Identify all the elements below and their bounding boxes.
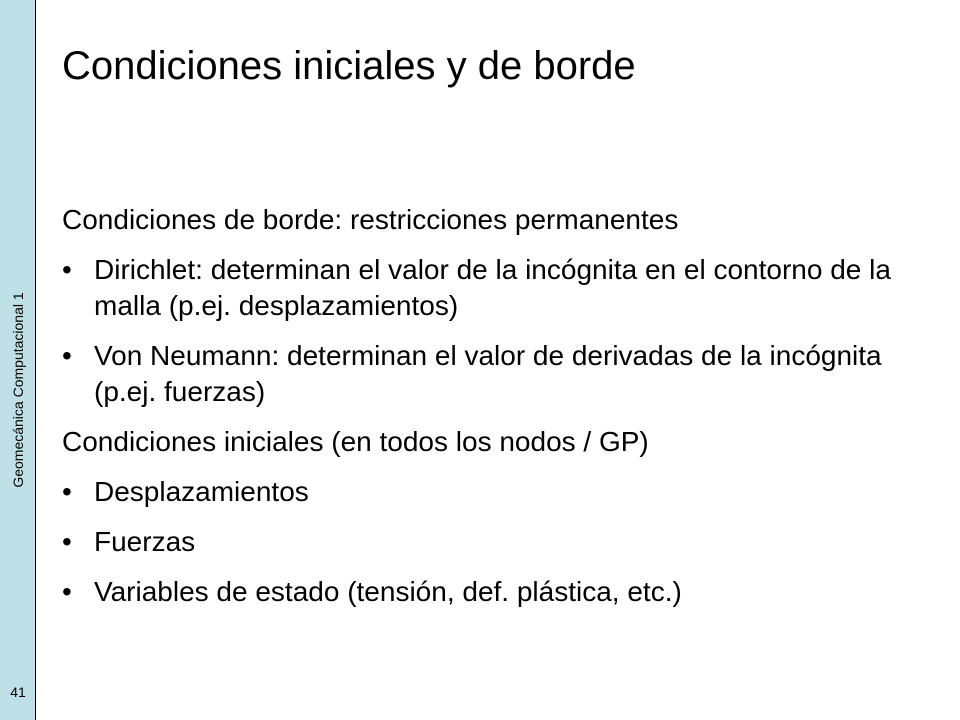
bullet-mark: • bbox=[62, 340, 72, 371]
bullet-mark: • bbox=[62, 476, 72, 507]
bullet-fuerzas bbox=[62, 524, 932, 560]
section-heading-initial: Condiciones iniciales (en todos los nodos / GP) bbox=[62, 426, 649, 457]
bullet-mark: • bbox=[62, 576, 72, 607]
course-label: Geomecánica Computacional 1 bbox=[10, 292, 26, 488]
bullet-text: Von Neumann: determinan el valor de derivadas de la incógnita (p.ej. fuerzas) bbox=[94, 340, 882, 407]
slide-title: Condiciones iniciales y de borde bbox=[62, 44, 636, 88]
bullet-text: Dirichlet: determinan el valor de la incógnita en el contorno de la malla (p.ej. desplazamientos) bbox=[94, 254, 891, 321]
bullet-text: Variables de estado (tensión, def. plástica, etc.) bbox=[94, 576, 682, 607]
bullet-desplazamientos bbox=[62, 474, 932, 510]
slide-body bbox=[62, 202, 932, 624]
bullet-mark: • bbox=[62, 526, 72, 557]
section-heading-boundary: Condiciones de borde: restricciones permanentes bbox=[62, 204, 679, 235]
bullet-variables-de-estado bbox=[62, 574, 932, 610]
page-number: 41 bbox=[10, 684, 26, 700]
bullet-dirichlet bbox=[62, 252, 932, 324]
bullet-von-neumann bbox=[62, 338, 932, 410]
bullet-text: Desplazamientos bbox=[94, 476, 309, 507]
bullet-text: Fuerzas bbox=[94, 526, 196, 557]
bullet-mark: • bbox=[62, 254, 72, 285]
side-band bbox=[0, 0, 36, 720]
